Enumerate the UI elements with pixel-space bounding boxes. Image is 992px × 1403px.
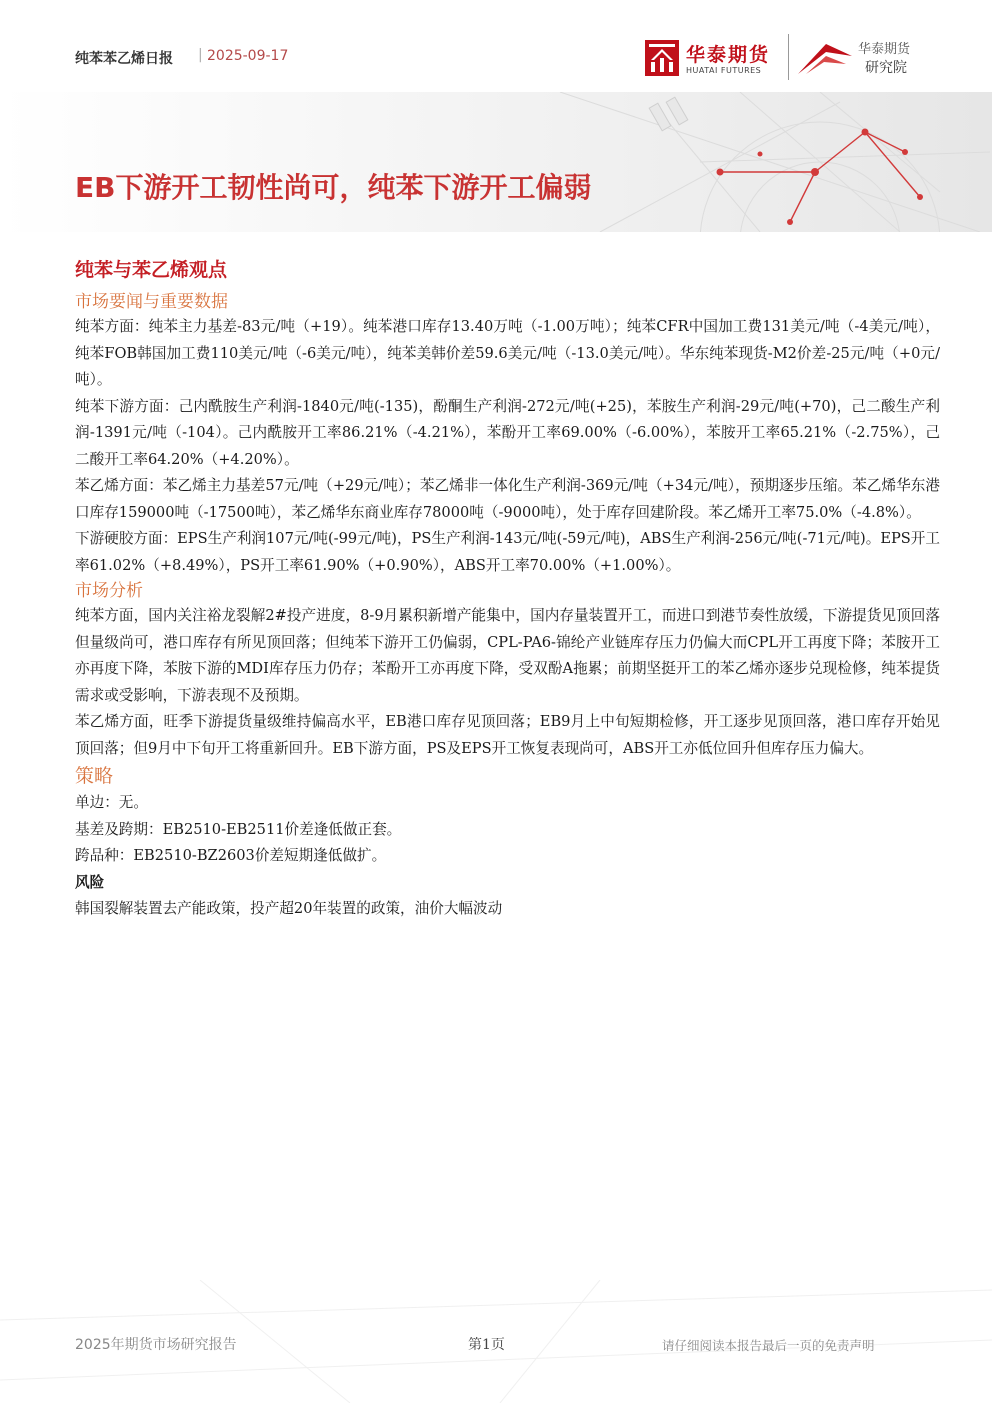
risk-title: 风险 [75, 873, 105, 891]
strategy-line-cross: 跨品种：EB2510-BZ2603价差短期逢低做扩。 [75, 847, 387, 864]
strategy-title: 策略 [75, 765, 114, 787]
huatai-logo-icon [645, 40, 679, 76]
header-separator: | [198, 47, 203, 63]
news-paragraph-benzene-downstream: 纯苯下游方面：己内酰胺生产利润-1840元/吨(-135)，酚酮生产利润-272元/吨(+25)，苯胺生产利润-29元/吨(+70)，己二酸生产利润-1391元/吨（-104）。己内酰胺开工率86.21%（-4.21%），苯酚开工率69.00%（-6.00%），苯胺开工率65.21%（-2.75%），己二酸开工率64.20%（+4.20%）。 [75, 397, 940, 468]
news-paragraph-benzene: 纯苯方面：纯苯主力基差-83元/吨（+19）。纯苯港口库存13.40万吨（-1.00万吨）；纯苯CFR中国加工费131美元/吨（-4美元/吨），纯苯FOB韩国加工费110美元/吨（-6美元/吨），纯苯美韩价差59.6美元/吨（-13.0美元/吨）。华东纯苯现货-M2价差-25元/吨（+0元/吨）。 [75, 318, 940, 388]
disclaimer-notice: 请仔细阅读本报告最后一页的免责声明 [662, 1338, 875, 1353]
page-header [0, 0, 992, 90]
footer-report-label: 2025年期货市场研究报告 [75, 1337, 237, 1353]
network-decoration [0, 92, 992, 232]
report-date: 2025-09-17 [207, 48, 289, 64]
logo-divider [788, 34, 789, 80]
strategy-line-single: 单边：无。 [75, 794, 148, 811]
section-title: 纯苯与苯乙烯观点 [75, 259, 228, 281]
strategy-line-spread: 基差及跨期：EB2510-EB2511价差逢低做正套。 [75, 820, 402, 838]
company-name-en: HUATAI FUTURES [686, 66, 762, 75]
analysis-paragraph-benzene: 纯苯方面，国内关注裕龙裂解2#投产进度，8-9月累积新增产能集中，国内存量装置开工，而进口到港节奏性放缓，下游提货见顶回落但量级尚可，港口库存有所见顶回落；但纯苯下游开工仍偏弱，CPL-PA6-锦纶产业链库存压力仍偏大而CPL开工再度下降；苯胺开工亦再度下降，苯胺下游的MDI库存压力仍存；苯酚开工亦再度下降，受双酚A拖累；前期坚挺开工的苯乙烯亦逐步兑现检修，纯苯提货需求或受影响，下游表现不及预期。 [75, 607, 940, 704]
company-name-cn: 华泰期货 [686, 44, 771, 66]
institute-logo-icon [796, 38, 854, 78]
news-paragraph-styrene: 苯乙烯方面：苯乙烯主力基差57元/吨（+29元/吨）；苯乙烯非一体化生产利润-369元/吨（+34元/吨），预期逐步压缩。苯乙烯华东港口库存159000吨（-17500吨），苯乙烯华东商业库存78000吨（-9000吨），处于库存回建阶段。苯乙烯开工率75.0%（-4.8%）。 [75, 477, 940, 521]
institute-name-line2: 研究院 [865, 60, 907, 76]
news-paragraph-hard-plastics: 下游硬胶方面：EPS生产利润107元/吨(-99元/吨)，PS生产利润-143元/吨(-59元/吨)，ABS生产利润-256元/吨(-71元/吨)。EPS开工率61.02%（+8.49%），PS开工率61.90%（+0.90%），ABS开工率70.00%（+1.00%）。 [75, 530, 940, 574]
risk-text: 韩国裂解装置去产能政策，投产超20年装置的政策，油价大幅波动 [75, 899, 503, 917]
page-number: 第1页 [468, 1337, 505, 1353]
report-title: EB下游开工韧性尚可，纯苯下游开工偏弱 [75, 171, 592, 204]
analysis-title: 市场分析 [75, 581, 143, 601]
main-content [75, 252, 940, 922]
analysis-paragraph-styrene: 苯乙烯方面，旺季下游提货量级维持偏高水平，EB港口库存见顶回落；EB9月上中旬短期检修，开工逐步见顶回落，港口库存开始见顶回落；但9月中下旬开工将重新回升。EB下游方面，PS及EPS开工恢复表现尚可，ABS开工亦低位回升但库存压力偏大。 [75, 713, 940, 757]
news-title: 市场要闻与重要数据 [75, 292, 228, 312]
institute-name-line1: 华泰期货 [858, 42, 911, 57]
title-banner [0, 92, 992, 232]
report-name: 纯苯苯乙烯日报 [75, 51, 173, 67]
